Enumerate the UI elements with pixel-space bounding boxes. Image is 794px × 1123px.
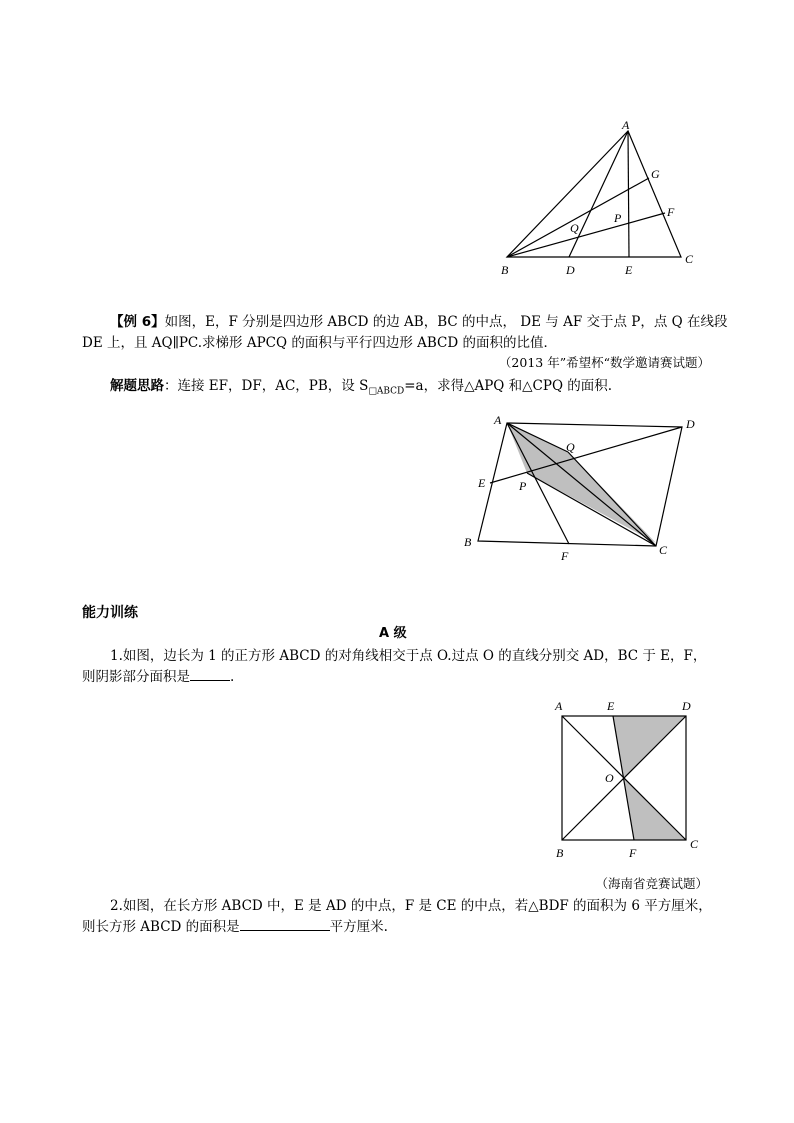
problem1-line1: 1.如图，边长为 1 的正方形 ABCD 的对角线相交于点 O.过点 O 的直线分别交 AD，BC 于 E，F， [110, 648, 707, 664]
problem1-end: . [230, 669, 235, 685]
label-o: O [605, 771, 614, 785]
label-p: P [614, 211, 622, 225]
problem1-source: （海南省竞赛试题） [595, 876, 708, 891]
label-c: C [685, 252, 694, 266]
hint-text: ：连接 EF，DF，AC，PB，设 S [164, 378, 369, 394]
hint-rest: =a，求得△APQ 和△CPQ 的面积. [404, 378, 613, 394]
label-p: P [519, 479, 527, 493]
label-d: D [686, 417, 695, 431]
problem1-text: 则阴影部分面积是 [82, 669, 190, 685]
label-a: A [494, 413, 502, 427]
label-b: B [501, 263, 509, 277]
problem2-line2 [82, 916, 388, 938]
section-title: 能力训练 [82, 605, 138, 621]
level-heading: A 级 [379, 626, 407, 641]
label-q: Q [566, 440, 575, 454]
example6-text1: 如图，E，F 分别是四边形 ABCD 的边 AB，BC 的中点， DE 与 AF 交于点 P，点 Q 在线段 [164, 314, 728, 330]
label-b: B [464, 535, 472, 549]
label-q: Q [570, 221, 579, 235]
problem2-end: 平方厘米. [329, 919, 388, 935]
label-d: D [682, 699, 691, 713]
answer-blank-2[interactable] [240, 916, 330, 931]
label-a: A [622, 118, 630, 132]
label-e: E [607, 699, 615, 713]
label-c: C [690, 837, 699, 851]
hint-subscript: □ABCD [368, 386, 405, 397]
problem2-line1: 2.如图，在长方形 ABCD 中，E 是 AD 的中点，F 是 CE 的中点，若△BDF 的面积为 6 平方厘米， [110, 898, 712, 914]
label-d: D [566, 263, 575, 277]
example6-tag: 【例 6】 [110, 314, 165, 330]
shaded-top [613, 716, 686, 778]
example6-line2: DE 上，且 AQ∥PC.求梯形 APCQ 的面积与平行四边形 ABCD 的面积的比值． [82, 335, 558, 351]
example6-source: （2013 年”希望杯“数学邀请赛试题） [498, 355, 710, 370]
label-c: C [659, 543, 668, 557]
label-e: E [478, 476, 486, 490]
label-f: F [667, 205, 675, 219]
label-f: F [629, 846, 637, 860]
problem2-text: 则长方形 ABCD 的面积是 [82, 919, 240, 935]
label-e: E [625, 263, 633, 277]
label-g: G [651, 167, 660, 181]
hint-label: 解题思路 [110, 378, 164, 394]
label-f: F [561, 549, 569, 563]
label-b: B [556, 846, 564, 860]
label-a: A [555, 699, 563, 713]
